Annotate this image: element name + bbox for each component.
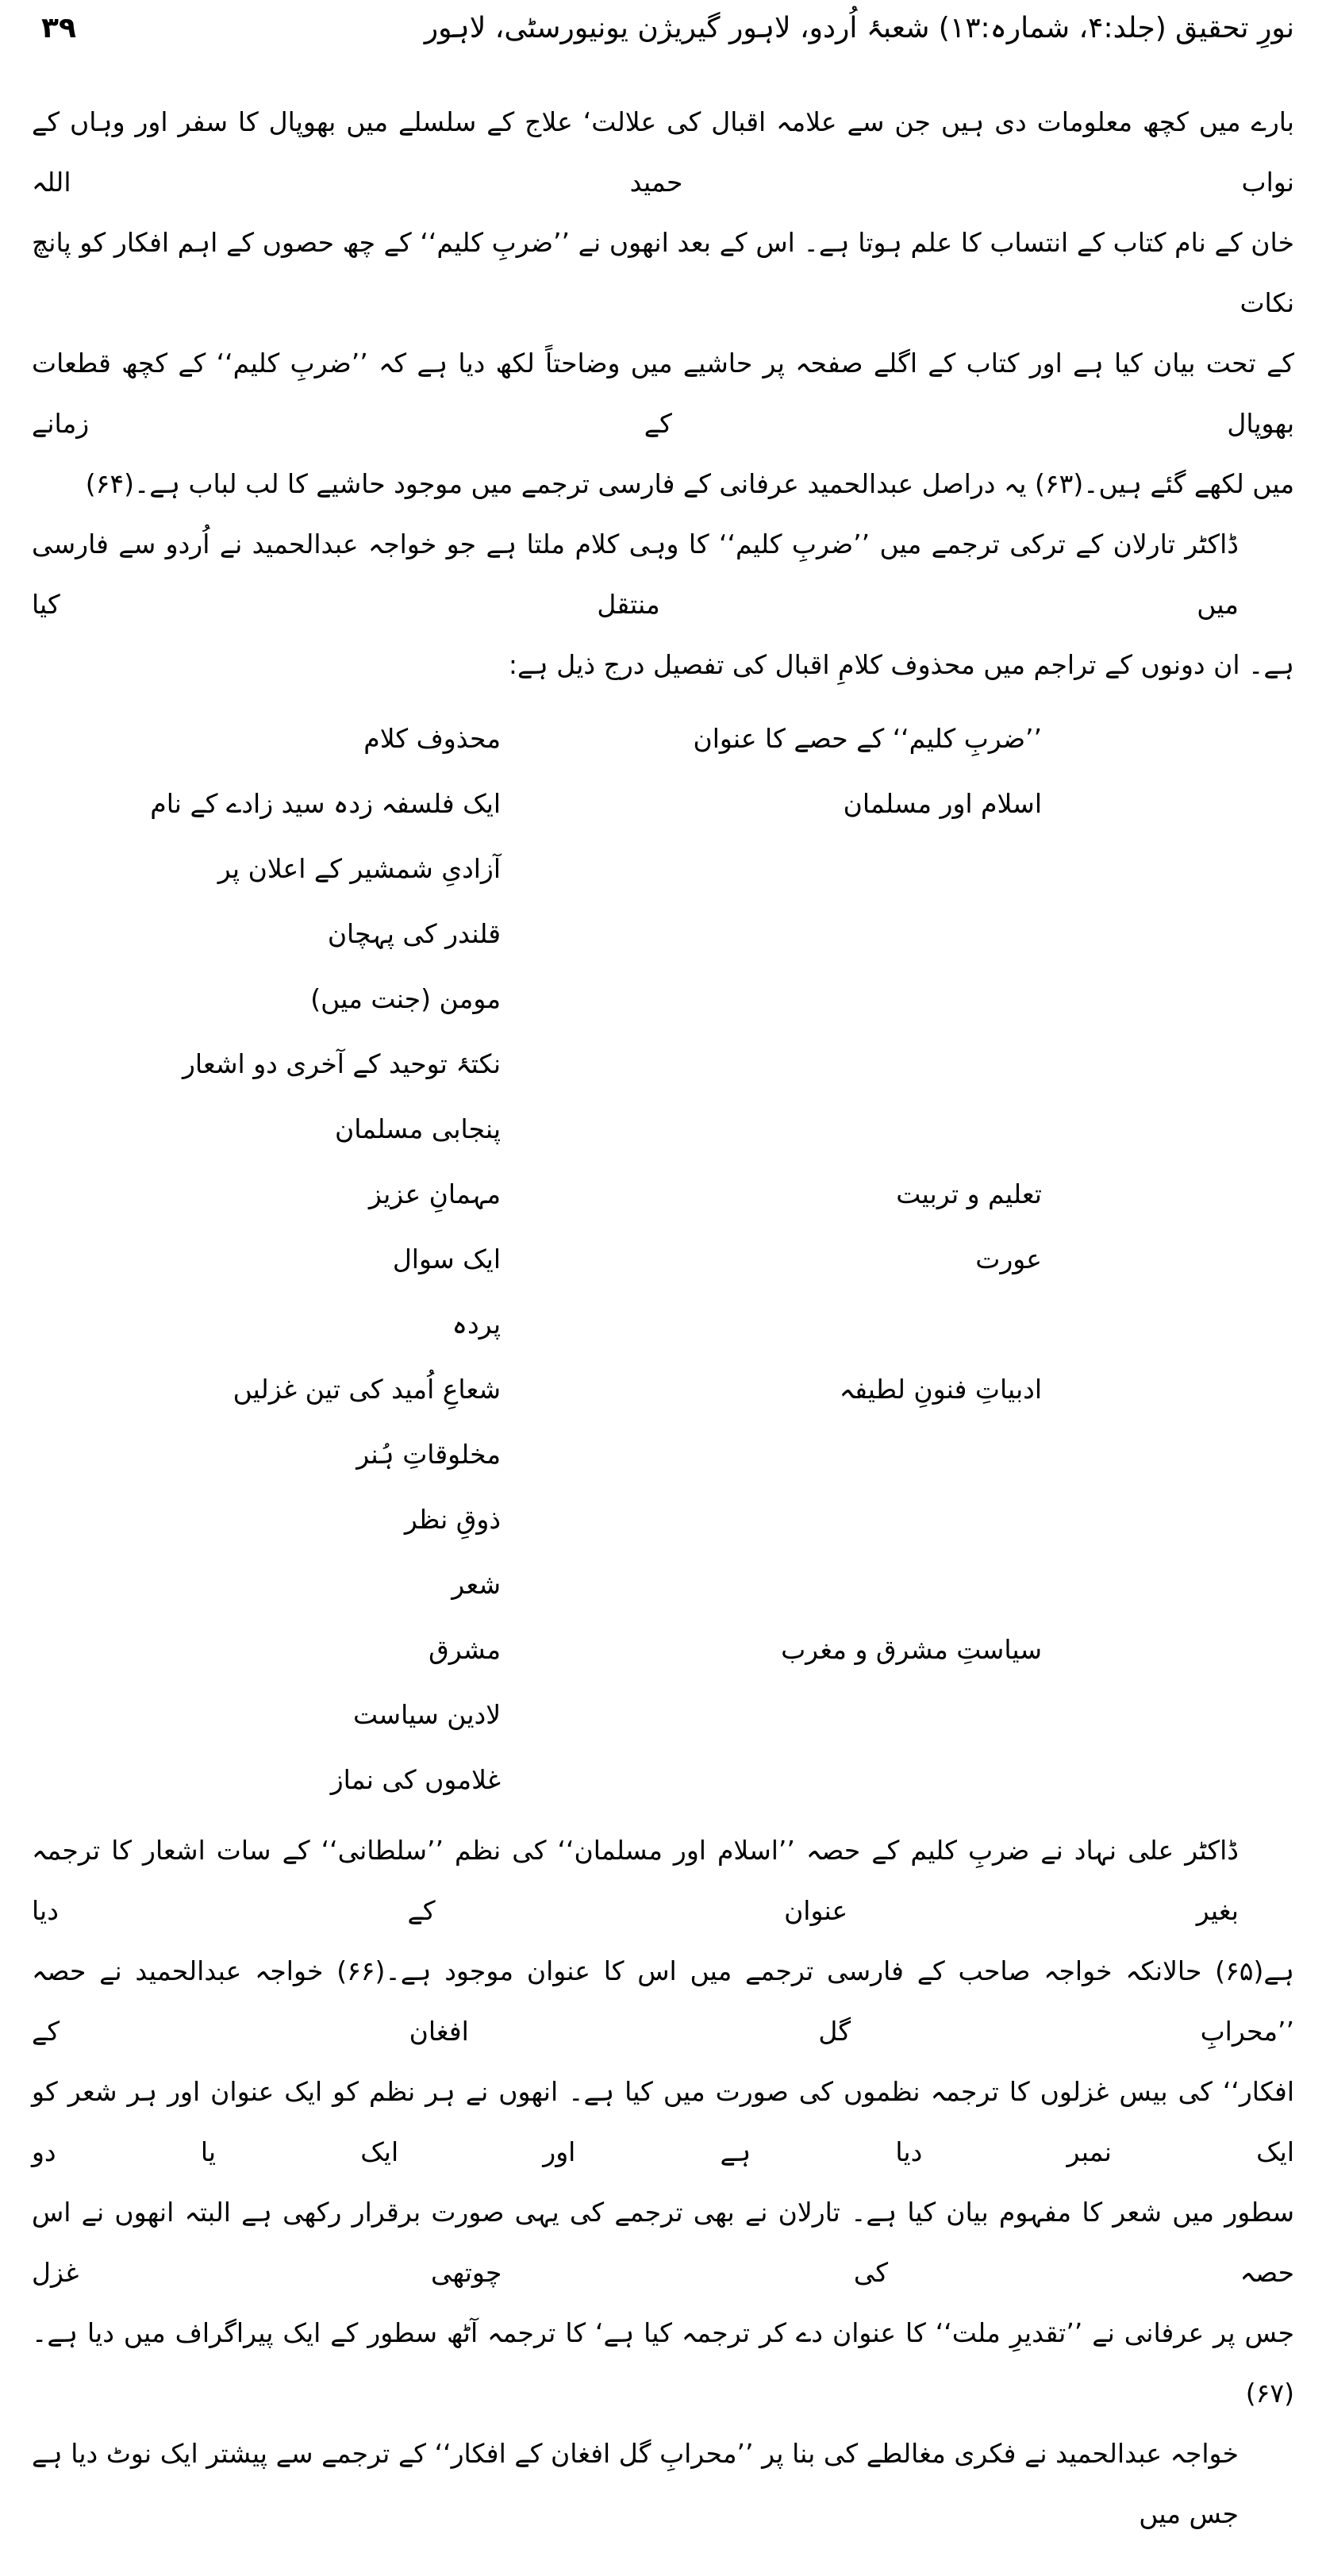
table-header-omitted: محذوف کلام: [363, 723, 502, 754]
table-cell-omitted: مشرق: [429, 1634, 502, 1665]
table-cell-omitted: ذوقِ نظر: [404, 1504, 502, 1535]
table-cell-omitted: نکتۂ توحید کے آخری دو اشعار: [182, 1048, 502, 1079]
table-row: [32, 967, 1294, 1032]
paragraph-line: ہے(۶۵) حالانکہ خواجہ صاحب کے فارسی ترجمے میں اس کا عنوان موجود ہے۔(۶۶) خواجہ عبدالحمید نے حصہ ’’محرابِ گل افغان کے: [32, 1955, 1294, 2047]
table-row: [32, 1422, 1294, 1487]
table-row: [32, 1552, 1294, 1617]
table-row: [32, 1682, 1294, 1747]
paragraph-line: ہے۔ ان دونوں کے تراجم میں محذوف کلامِ اقبال کی تفصیل درج ذیل ہے:: [508, 649, 1294, 680]
table-row: [32, 1487, 1294, 1552]
table-row: [32, 902, 1294, 967]
paragraph4: [32, 2424, 1294, 2544]
table-cell-omitted: مومن (جنت میں): [310, 983, 502, 1014]
table-row: [32, 1292, 1294, 1357]
header: [32, 6, 1294, 51]
paragraph-line: سطور میں شعر کا مفہوم بیان کیا ہے۔ تارلان نے بھی ترجمے کی یہی صورت برقرار رکھی ہے البتہ انھوں نے اس حصہ کی چوتھی غزل: [32, 2197, 1294, 2288]
table-cell-omitted: مہمانِ عزیز: [368, 1178, 502, 1209]
paragraph-line: بارے میں کچھ معلومات دی ہیں جن سے علامہ اقبال کی علالت‘ علاج کے سلسلے میں بھوپال کا سفر اور وہاں کے نواب حمید اللہ: [32, 106, 1294, 198]
paragraph-line: ڈاکٹر علی نہاد نے ضربِ کلیم کے حصہ ’’اسلام اور مسلمان‘‘ کی نظم ’’سلطانی‘‘ کے سات اشعار کا ترجمہ بغیر عنوان کے دیا: [32, 1835, 1239, 1926]
table-row: [32, 1617, 1294, 1682]
table-cell-omitted: شعر: [452, 1569, 502, 1600]
table-cell-omitted: آزادیِ شمشیر کے اعلان پر: [217, 853, 502, 884]
paragraph2: [32, 514, 1294, 695]
paragraph1: [32, 92, 1294, 514]
table-cell-section: سیاستِ مشرق و مغرب: [781, 1634, 1042, 1665]
table-cell-omitted: ایک فلسفہ زدہ سید زادے کے نام: [150, 788, 502, 819]
table-cell-omitted: پردہ: [452, 1309, 502, 1340]
table-cell-omitted: مخلوقاتِ ہُنر: [356, 1439, 502, 1470]
table-row: [32, 1227, 1294, 1292]
running-header: نورِ تحقیق (جلد:۴، شمارہ:۱۳) شعبۂ اُردو، لاہور گیریژن یونیورسٹی، لاہور: [424, 12, 1294, 44]
table-cell-section: عورت: [975, 1244, 1042, 1275]
table-cell-omitted: قلندر کی پہچان: [327, 918, 502, 949]
table-header-row: [32, 706, 1294, 771]
paragraph-line: خان کے نام کتاب کے انتساب کا علم ہوتا ہے۔ اس کے بعد انھوں نے ’’ضربِ کلیم‘‘ کے چھ حصوں کے اہم افکار کو پانچ نکات: [32, 227, 1294, 318]
table-cell-omitted: غلاموں کی نماز: [330, 1764, 502, 1795]
table-row: [32, 1097, 1294, 1162]
table-row: [32, 1162, 1294, 1227]
paragraph-line: افکار‘‘ کی بیس غزلوں کا ترجمہ نظموں کی صورت میں کیا ہے۔ انھوں نے ہر نظم کو ایک عنوان اور ہر شعر کو ایک نمبر دیا ہے اور ایک یا دو: [32, 2076, 1294, 2167]
paragraph3: [32, 1821, 1294, 2424]
paragraph-line: جس پر عرفانی نے ’’تقدیرِ ملت‘‘ کا عنوان دے کر ترجمہ کیا ہے‘ کا ترجمہ آٹھ سطور کے ایک پیراگراف میں دیا ہے۔(۶۷): [32, 2317, 1294, 2409]
table-cell-omitted: ایک سوال: [392, 1244, 502, 1275]
omitted-poems-table: [32, 706, 1294, 1813]
page-body: [32, 92, 1294, 2544]
table-header-section: ’’ضربِ کلیم‘‘ کے حصے کا عنوان: [693, 723, 1042, 754]
table-cell-section: تعلیم و تربیت: [896, 1178, 1042, 1209]
paragraph-line: خواجہ عبدالحمید نے فکری مغالطے کی بنا پر ’’محرابِ گل افغان کے افکار‘‘ کے ترجمے سے پیشتر ایک نوٹ دیا ہے جس میں: [32, 2438, 1239, 2529]
table-cell-omitted: شعاعِ اُمید کی تین غزلیں: [233, 1374, 502, 1405]
paragraph-line: ڈاکٹر تارلان کے ترکی ترجمے میں ’’ضربِ کلیم‘‘ کا وہی کلام ملتا ہے جو خواجہ عبدالحمید نے اُردو سے فارسی میں منتقل کیا: [32, 529, 1239, 620]
table-row: [32, 1357, 1294, 1422]
paragraph-line: کے تحت بیان کیا ہے اور کتاب کے اگلے صفحہ پر حاشیے میں وضاحتاً لکھ دیا ہے کہ ’’ضربِ کلیم‘‘ کے کچھ قطعات بھوپال کے زمانے: [32, 348, 1294, 439]
table-row: [32, 1032, 1294, 1097]
paragraph-line: میں لکھے گئے ہیں۔(۶۳) یہ دراصل عبدالحمید عرفانی کے فارسی ترجمے میں موجود حاشیے کا لب لباب ہے۔(۶۴): [85, 468, 1294, 499]
table-row: [32, 1747, 1294, 1813]
table-cell-section: اسلام اور مسلمان: [843, 788, 1042, 819]
page-number: ۳۹: [41, 12, 76, 44]
table-cell-omitted: پنجابی مسلمان: [334, 1113, 502, 1144]
table-row: [32, 836, 1294, 902]
table-cell-section: ادبیاتِ فنونِ لطیفہ: [839, 1374, 1042, 1405]
table-cell-omitted: لادین سیاست: [353, 1699, 502, 1730]
table-row: [32, 771, 1294, 836]
